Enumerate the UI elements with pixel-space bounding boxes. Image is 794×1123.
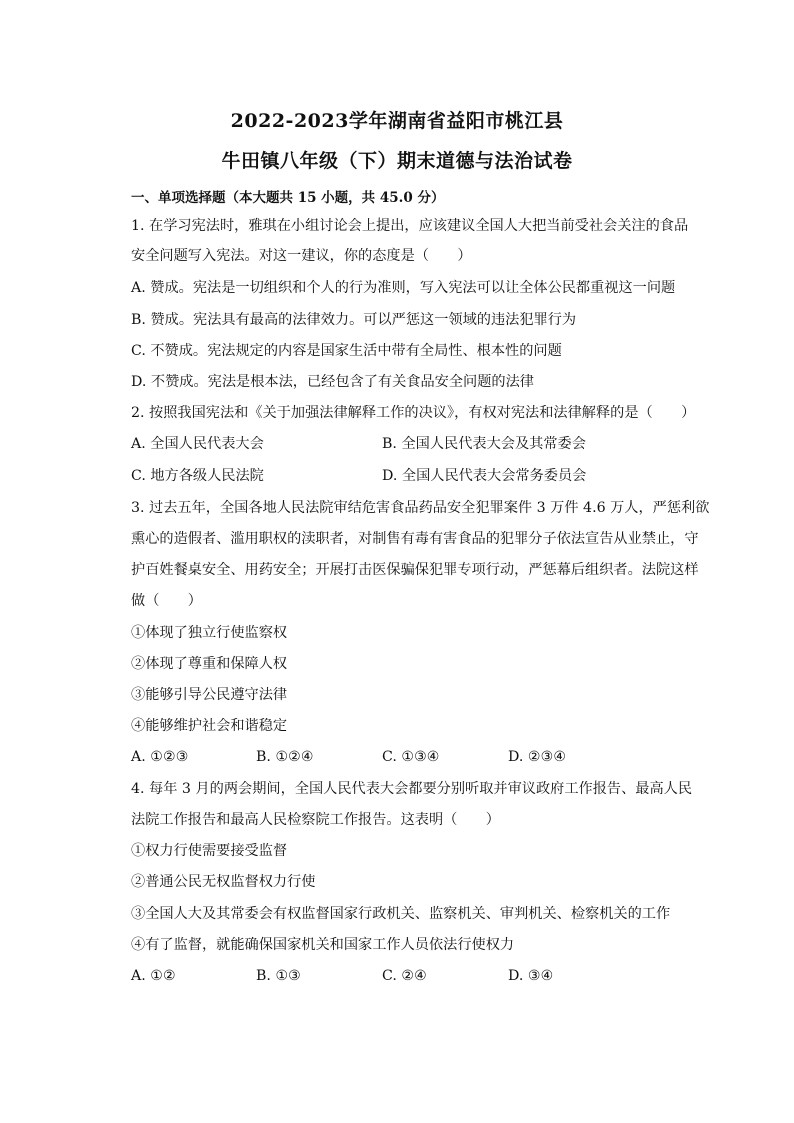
question-4-option-d: D. ③④ xyxy=(508,968,554,984)
question-4-option-a: A. ①② xyxy=(131,968,176,984)
question-3-stem-line: 护百姓餐桌安全、用药安全；开展打击医保骗保犯罪专项行动，严惩幕后组织者。法院这样 xyxy=(131,562,699,578)
question-4-stem-line: 4. 每年 3 月的两会期间，全国人民代表大会都要分别听取并审议政府工作报告、最高人民 xyxy=(131,781,693,797)
question-4-option-c: C. ②④ xyxy=(382,968,427,984)
question-2-option-c: C. 地方各级人民法院 xyxy=(131,468,264,484)
question-2-option-a: A. 全国人民代表大会 xyxy=(131,436,264,452)
question-3-item-2: ②体现了尊重和保障人权 xyxy=(131,656,288,672)
question-1-option-b: B. 赞成。宪法具有最高的法律效力。可以严惩这一领域的违法犯罪行为 xyxy=(131,312,577,328)
question-1-stem-line: 安全问题写入宪法。对这一建议，你的态度是（ ） xyxy=(131,248,472,264)
question-3-option-d: D. ②③④ xyxy=(508,749,567,765)
question-4-item-3: ③全国人大及其常委会有权监督国家行政机关、监察机关、审判机关、检察机关的工作 xyxy=(131,906,671,922)
question-4-item-4: ④有了监督，就能确保国家机关和国家工作人员依法行使权力 xyxy=(131,937,515,953)
question-3-option-a: A. ①②③ xyxy=(131,749,189,765)
question-1-option-a: A. 赞成。宪法是一切组织和个人的行为准则，写入宪法可以让全体公民都重视这一问题 xyxy=(131,280,676,296)
question-3-stem-line: 做（ ） xyxy=(131,593,202,609)
question-3-stem-line: 3. 过去五年，全国各地人民法院审结危害食品药品安全犯罪案件 3 万件 4.6 万人，严惩利欲 xyxy=(131,500,710,516)
question-4-item-1: ①权力行使需要接受监督 xyxy=(131,843,288,859)
question-4-stem-line: 法院工作报告和最高人民检察院工作报告。这表明（ ） xyxy=(131,812,500,828)
section-heading: 一、单项选择题（本大题共 15 小题，共 45.0 分） xyxy=(131,190,445,206)
question-3-item-4: ④能够维护社会和谐稳定 xyxy=(131,718,288,734)
question-4-option-b: B. ①③ xyxy=(256,968,301,984)
exam-title-line-2: 牛田镇八年级（下）期末道德与法治试卷 xyxy=(221,150,573,172)
question-2-option-d: D. 全国人民代表大会常务委员会 xyxy=(382,468,587,484)
question-3-option-c: C. ①③④ xyxy=(382,749,440,765)
question-4-item-2: ②普通公民无权监督权力行使 xyxy=(131,874,316,890)
exam-title-line-1: 2022-2023学年湖南省益阳市桃江县 xyxy=(230,110,564,132)
question-3-option-b: B. ①②④ xyxy=(256,749,314,765)
question-2-stem-line: 2. 按照我国宪法和《关于加强法律解释工作的决议》，有权对宪法和法律解释的是（ ） xyxy=(131,405,696,421)
question-3-item-1: ①体现了独立行使监察权 xyxy=(131,625,288,641)
question-1-option-d: D. 不赞成。宪法是根本法，已经包含了有关食品安全问题的法律 xyxy=(131,374,534,390)
question-1-option-c: C. 不赞成。宪法规定的内容是国家生活中带有全局性、根本性的问题 xyxy=(131,343,562,359)
question-1-stem-line: 1. 在学习宪法时，雅琪在小组讨论会上提出，应该建议全国人大把当前受社会关注的食品 xyxy=(131,218,689,234)
question-3-item-3: ③能够引导公民遵守法律 xyxy=(131,687,288,703)
question-2-option-b: B. 全国人民代表大会及其常委会 xyxy=(382,436,586,452)
question-3-stem-line: 熏心的造假者、滥用职权的渎职者，对制售有毒有害食品的犯罪分子依法宣告从业禁止，守 xyxy=(131,531,699,547)
